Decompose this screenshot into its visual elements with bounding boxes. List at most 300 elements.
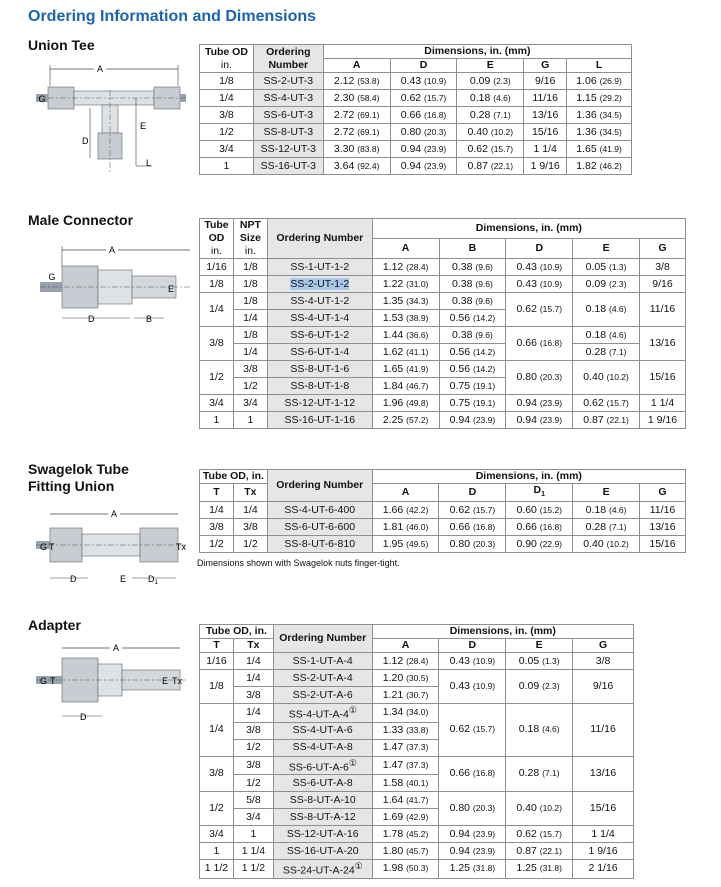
table-cell: 3/4 [200,395,234,412]
table-cell: 1/4 [200,502,234,519]
table-header-cell: D [439,639,506,653]
table-cell: 1.58 (40.1) [372,775,439,792]
table-cell: 0.05 (1.3) [506,653,573,670]
table-cell: 0.66 (16.8) [439,519,506,536]
table-row [200,704,634,723]
table-cell: 3/8 [233,687,273,704]
table-cell: 1/8 [200,670,234,704]
table-row [200,519,686,536]
table-cell: 3/8 [200,107,254,124]
table-cell: 0.94 (23.9) [390,158,457,175]
adapter-label-g: G [40,676,48,686]
table-cell: 1/2 [233,775,273,792]
table-header-cell: Tube OD, in. [200,470,268,484]
table-cell: 0.40 (10.2) [457,124,524,141]
table-cell: SS-4-UT-3 [253,90,323,107]
table-cell: 0.62 (15.7) [506,826,573,843]
table-cell: 11/16 [640,293,686,327]
table-cell: 0.28 (7.1) [573,519,640,536]
table-cell: 1.25 (31.8) [506,860,573,879]
table-cell: 0.94 (23.9) [390,141,457,158]
table-cell: 0.62 (15.7) [506,293,573,327]
table-row [200,73,632,90]
table-cell: 0.18 (4.6) [457,90,524,107]
table-cell: 1.44 (36.6) [372,327,439,344]
table-cell: 1.22 (31.0) [372,276,439,293]
union-tee-title: Union Tee [28,37,95,53]
table-cell: 1 9/16 [573,843,634,860]
table-cell: 0.94 (23.9) [439,826,506,843]
table-cell: 15/16 [524,124,567,141]
male-connector-table [199,218,686,429]
table-cell: SS-4-UT-1-4 [267,310,372,327]
table-header-cell: B [439,239,506,259]
table-row [200,670,634,687]
table-cell: 1/4 [200,293,234,327]
table-cell: 1.47 (37.3) [372,739,439,756]
table-cell: 1.15 (29.2) [567,90,632,107]
table-cell: SS-2-UT-A-6 [273,687,372,704]
adapter-title: Adapter [28,617,81,633]
table-cell: SS-16-UT-3 [253,158,323,175]
table-cell: 1.36 (34.5) [567,107,632,124]
table-header-cell: T [200,639,234,653]
table-cell: 1/4 [200,90,254,107]
table-cell: 1/2 [233,536,267,553]
svg-text:D1: $D_1$ [148,574,158,586]
table-cell: 0.56 (14.2) [439,361,506,378]
adapter-label-t: T [50,676,56,686]
table-cell: 0.38 (9.6) [439,327,506,344]
table-cell: 0.38 (9.6) [439,293,506,310]
male-connector-label-b: B [146,314,153,324]
table-cell: 0.66 (16.8) [439,756,506,792]
table-cell: 1.47 (37.3) [372,756,439,775]
table-header-cell: G [640,239,686,259]
table-cell: 1/2 [233,739,273,756]
table-cell: SS-2-UT-3 [253,73,323,90]
table-cell: 3/8 [233,722,273,739]
table-cell: 1.64 (41.7) [372,792,439,809]
table-cell: 3/8 [200,756,234,792]
table-cell: 3/8 [200,327,234,361]
table-cell: 1/4 [200,704,234,757]
table-cell: 1/4 [233,704,273,723]
table-cell: 0.87 (22.1) [506,843,573,860]
table-cell: 3/4 [233,395,267,412]
table-cell: SS-8-UT-1-8 [267,378,372,395]
table-cell: 11/16 [640,502,686,519]
table-cell: 0.80 (20.3) [439,536,506,553]
table-cell: SS-8-UT-6-810 [267,536,372,553]
col-dimensions: Dimensions, in. (mm) [323,45,631,59]
table-cell: 1.98 (50.3) [372,860,439,879]
table-cell: 3/8 [233,361,267,378]
table-cell: 15/16 [573,792,634,826]
union-tee-drawing [36,60,186,178]
table-cell: 0.56 (14.2) [439,344,506,361]
table-cell: 1.62 (41.1) [372,344,439,361]
male-connector-label-g: G [48,272,56,282]
table-cell: SS-6-UT-A-6① [273,756,372,775]
table-cell: 1.12 (28.4) [372,259,439,276]
table-cell: 0.62 (15.7) [457,141,524,158]
table-cell: 13/16 [640,519,686,536]
table-cell: 0.09 (2.3) [573,276,640,293]
table-cell: SS-24-UT-A-24① [273,860,372,879]
col-d: D [390,59,457,73]
table-cell: SS-6-UT-6-600 [267,519,372,536]
table-cell: 1.69 (42.9) [372,809,439,826]
table-cell: 1/8 [233,293,267,310]
table-cell: SS-4-UT-A-8 [273,739,372,756]
table-cell: SS-1-UT-1-2 [267,259,372,276]
table-row [200,361,686,378]
male-connector-drawing [40,240,190,330]
table-cell: SS-2-UT-1-2 [267,276,372,293]
table-cell: 1.65 (41.9) [372,361,439,378]
table-cell: 1/8 [200,276,234,293]
table-cell: 0.18 (4.6) [506,704,573,757]
table-cell: SS-16-UT-A-20 [273,843,372,860]
table-cell: 1 1/2 [200,860,234,879]
adapter-label-a: A [112,643,120,653]
table-cell: 1 1/4 [233,843,273,860]
union-label-d: D [70,574,77,584]
table-cell: 3/8 [640,259,686,276]
table-cell: 0.60 (15.2) [506,502,573,519]
table-cell: 1.65 (41.9) [567,141,632,158]
table-cell: 1.33 (33.8) [372,722,439,739]
table-cell: 0.43 (10.9) [439,653,506,670]
table-cell: SS-4-UT-1-2 [267,293,372,310]
table-cell: SS-6-UT-3 [253,107,323,124]
table-cell: 3/8 [233,519,267,536]
table-cell: SS-8-UT-1-6 [267,361,372,378]
union-tee-label-e: E [140,121,147,131]
table-cell: 0.87 (22.1) [573,412,640,429]
table-cell: 1/8 [200,73,254,90]
table-cell: 0.75 (19.1) [439,378,506,395]
table-row [200,502,686,519]
male-connector-title: Male Connector [28,212,134,228]
table-cell: 1.36 (34.5) [567,124,632,141]
table-cell: SS-1-UT-A-4 [273,653,372,670]
table-cell: SS-8-UT-A-12 [273,809,372,826]
table-cell: SS-6-UT-A-8 [273,775,372,792]
col-e: E [457,59,524,73]
table-cell: 1/16 [200,259,234,276]
union-tee-label-d: D [82,136,89,146]
adapter-table [199,624,634,879]
table-row [200,860,634,879]
table-cell: 1.81 (46.0) [372,519,439,536]
table-cell: SS-4-UT-A-6 [273,722,372,739]
table-header-cell: Dimensions, in. (mm) [372,625,633,639]
table-header-cell: Tube OD in. [200,219,234,259]
table-cell: 1 [200,843,234,860]
table-cell: 2 1/16 [573,860,634,879]
table-header-cell: Tx [233,484,267,502]
table-cell: 1/4 [233,310,267,327]
table-cell: 15/16 [640,361,686,395]
table-cell: 2.72 (69.1) [323,107,390,124]
table-cell: 1 [200,412,234,429]
table-cell: 1.34 (34.0) [372,704,439,723]
table-header-cell: Ordering Number [273,625,372,653]
table-cell: 0.94 (23.9) [439,412,506,429]
table-header-cell: Dimensions, in. (mm) [372,219,685,239]
table-row [200,792,634,809]
union-drawing [36,506,186,588]
table-header-cell: T [200,484,234,502]
table-cell: 1.35 (34.3) [372,293,439,310]
table-cell: 0.43 (10.9) [506,276,573,293]
col-tube-od: Tube OD in. [200,45,254,73]
table-row [200,653,634,670]
table-cell: 1.96 (49.8) [372,395,439,412]
adapter-label-e: E [162,676,169,686]
table-cell: 9/16 [524,73,567,90]
table-cell: 0.94 (23.9) [506,395,573,412]
table-cell: 1 [200,158,254,175]
table-cell: 1/2 [233,378,267,395]
table-cell: 1/8 [233,327,267,344]
col-l: L [567,59,632,73]
table-row [200,259,686,276]
table-cell: SS-16-UT-1-16 [267,412,372,429]
table-cell: 0.56 (14.2) [439,310,506,327]
male-connector-label-d: D [88,314,95,324]
table-cell: 9/16 [573,670,634,704]
table-cell: 0.40 (10.2) [573,536,640,553]
table-cell: 1/16 [200,653,234,670]
table-cell: 0.75 (19.1) [439,395,506,412]
table-cell: 1 1/4 [573,826,634,843]
table-cell: 1.78 (45.2) [372,826,439,843]
table-cell: 3.30 (83.8) [323,141,390,158]
table-cell: SS-6-UT-1-4 [267,344,372,361]
union-tee-label-a: A [96,64,104,74]
table-cell: 11/16 [573,704,634,757]
table-header-cell: NPT Size in. [233,219,267,259]
table-cell: 1.82 (46.2) [567,158,632,175]
adapter-label-d: D [80,712,87,722]
table-cell: 0.80 (20.3) [439,792,506,826]
table-cell: 0.09 (2.3) [506,670,573,704]
table-header-cell: Ordering Number [267,470,372,502]
table-cell: 1 9/16 [524,158,567,175]
table-cell: SS-8-UT-3 [253,124,323,141]
col-g: G [524,59,567,73]
table-row [200,843,634,860]
table-cell: 0.94 (23.9) [439,843,506,860]
table-cell: 0.43 (10.9) [506,259,573,276]
table-cell: 3/4 [200,826,234,843]
table-row [200,124,632,141]
table-cell: 1/8 [233,276,267,293]
table-row [200,327,686,344]
table-row [200,90,632,107]
table-cell: SS-2-UT-A-4 [273,670,372,687]
table-cell: 3/8 [573,653,634,670]
union-label-e: E [120,574,127,584]
table-cell: SS-8-UT-A-10 [273,792,372,809]
union-tee-label-l: L [146,158,152,168]
table-cell: 1.20 (30.5) [372,670,439,687]
table-cell: 0.40 (10.2) [573,361,640,395]
table-cell: 0.43 (10.9) [439,670,506,704]
union-title: Swagelok Tube Fitting Union [28,461,129,494]
table-cell: 0.18 (4.6) [573,502,640,519]
table-row [200,395,686,412]
table-cell: 3/8 [200,519,234,536]
union-label-t: T [49,542,55,552]
table-header-cell: Tx [233,639,273,653]
table-cell: SS-12-UT-3 [253,141,323,158]
table-cell: 0.62 (15.7) [390,90,457,107]
table-cell: 5/8 [233,792,273,809]
table-header-cell: E [506,639,573,653]
table-header-cell: A [372,484,439,502]
table-cell: 0.66 (16.8) [506,519,573,536]
table-cell: 13/16 [573,756,634,792]
table-cell: 1/2 [200,124,254,141]
table-cell: 2.25 (57.2) [372,412,439,429]
table-cell: 13/16 [524,107,567,124]
table-row [200,107,632,124]
table-header-cell: Ordering Number [267,219,372,259]
table-row [200,344,686,361]
table-cell: 1/4 [233,344,267,361]
table-cell: 1 9/16 [640,412,686,429]
table-cell: 0.18 (4.6) [573,327,640,344]
table-cell: 1.80 (45.7) [372,843,439,860]
table-cell: 0.62 (15.7) [573,395,640,412]
table-cell: 0.80 (20.3) [506,361,573,395]
table-cell: 2.72 (69.1) [323,124,390,141]
table-header-cell: $D_1$ [506,484,573,502]
table-cell: 1 1/4 [524,141,567,158]
table-cell: 1 1/2 [233,860,273,879]
table-cell: 0.90 (22.9) [506,536,573,553]
table-cell: 1.95 (49.5) [372,536,439,553]
table-header-cell: D [506,239,573,259]
table-cell: SS-4-UT-6-400 [267,502,372,519]
union-tee-label-g: G [38,94,46,104]
table-cell: 3/8 [233,756,273,775]
table-cell: 1/8 [233,259,267,276]
table-cell: 1 [233,412,267,429]
table-cell: SS-12-UT-A-16 [273,826,372,843]
table-cell: 0.40 (10.2) [506,792,573,826]
table-header-cell: D [439,484,506,502]
table-cell: 0.28 (7.1) [573,344,640,361]
table-cell: 1 1/4 [640,395,686,412]
table-cell: 1.84 (46.7) [372,378,439,395]
union-table [199,469,686,553]
table-cell: 1.66 (42.2) [372,502,439,519]
table-header-cell: E [573,239,640,259]
table-cell: 1 [233,826,273,843]
table-header-cell: Tube OD, in. [200,625,274,639]
table-row [200,756,634,775]
table-cell: 0.18 (4.6) [573,293,640,327]
union-tee-table [199,44,632,175]
union-label-g: G [40,542,48,552]
table-cell: 1.25 (31.8) [439,860,506,879]
adapter-drawing [36,640,186,726]
table-cell: 0.62 (15.7) [439,704,506,757]
table-row [200,826,634,843]
table-cell: SS-12-UT-1-12 [267,395,372,412]
table-header-cell: A [372,639,439,653]
table-cell: 1.12 (28.4) [372,653,439,670]
col-ordering-number: Ordering Number [253,45,323,73]
adapter-label-tx: Tx [172,676,182,686]
table-cell: 9/16 [640,276,686,293]
table-header-cell: G [573,639,634,653]
male-connector-label-a: A [108,245,116,255]
table-cell: 1.06 (26.9) [567,73,632,90]
table-cell: 0.87 (22.1) [457,158,524,175]
table-cell: 1.21 (30.7) [372,687,439,704]
male-connector-label-e: E [168,284,175,294]
table-cell: 0.94 (23.9) [506,412,573,429]
union-label-a: A [110,509,118,519]
table-cell: 0.28 (7.1) [506,756,573,792]
table-row [200,412,686,429]
table-cell: 0.66 (16.8) [506,327,573,361]
table-cell: 1/2 [200,361,234,395]
table-cell: 0.38 (9.6) [439,276,506,293]
table-cell: 0.80 (20.3) [390,124,457,141]
table-cell: 0.09 (2.3) [457,73,524,90]
table-cell: SS-4-UT-A-4① [273,704,372,723]
table-cell: 1.53 (38.9) [372,310,439,327]
table-cell: 1/4 [233,670,273,687]
union-label-tx: Tx [176,542,186,552]
table-row [200,276,686,293]
table-header-cell: Dimensions, in. (mm) [372,470,685,484]
union-note: Dimensions shown with Swagelok nuts finger-tight. [197,558,400,568]
table-cell: 1/4 [233,502,267,519]
table-cell: 3/4 [200,141,254,158]
table-cell: 0.05 (1.3) [573,259,640,276]
table-row [200,536,686,553]
table-cell: SS-6-UT-1-2 [267,327,372,344]
table-row [200,158,632,175]
table-cell: 0.28 (7.1) [457,107,524,124]
table-cell: 0.43 (10.9) [390,73,457,90]
col-a: A [323,59,390,73]
table-cell: 0.66 (16.8) [390,107,457,124]
table-row [200,141,632,158]
union-label-d1: D [148,574,155,584]
table-cell: 13/16 [640,327,686,361]
table-cell: 1/2 [200,536,234,553]
table-row [200,293,686,310]
table-header-cell: A [372,239,439,259]
table-cell: 11/16 [524,90,567,107]
table-cell: 1/2 [200,792,234,826]
table-cell: 3/4 [233,809,273,826]
table-cell: 2.30 (58.4) [323,90,390,107]
table-header-cell: E [573,484,640,502]
table-header-cell: G [640,484,686,502]
table-cell: 3.64 (92.4) [323,158,390,175]
table-cell: 0.38 (9.6) [439,259,506,276]
